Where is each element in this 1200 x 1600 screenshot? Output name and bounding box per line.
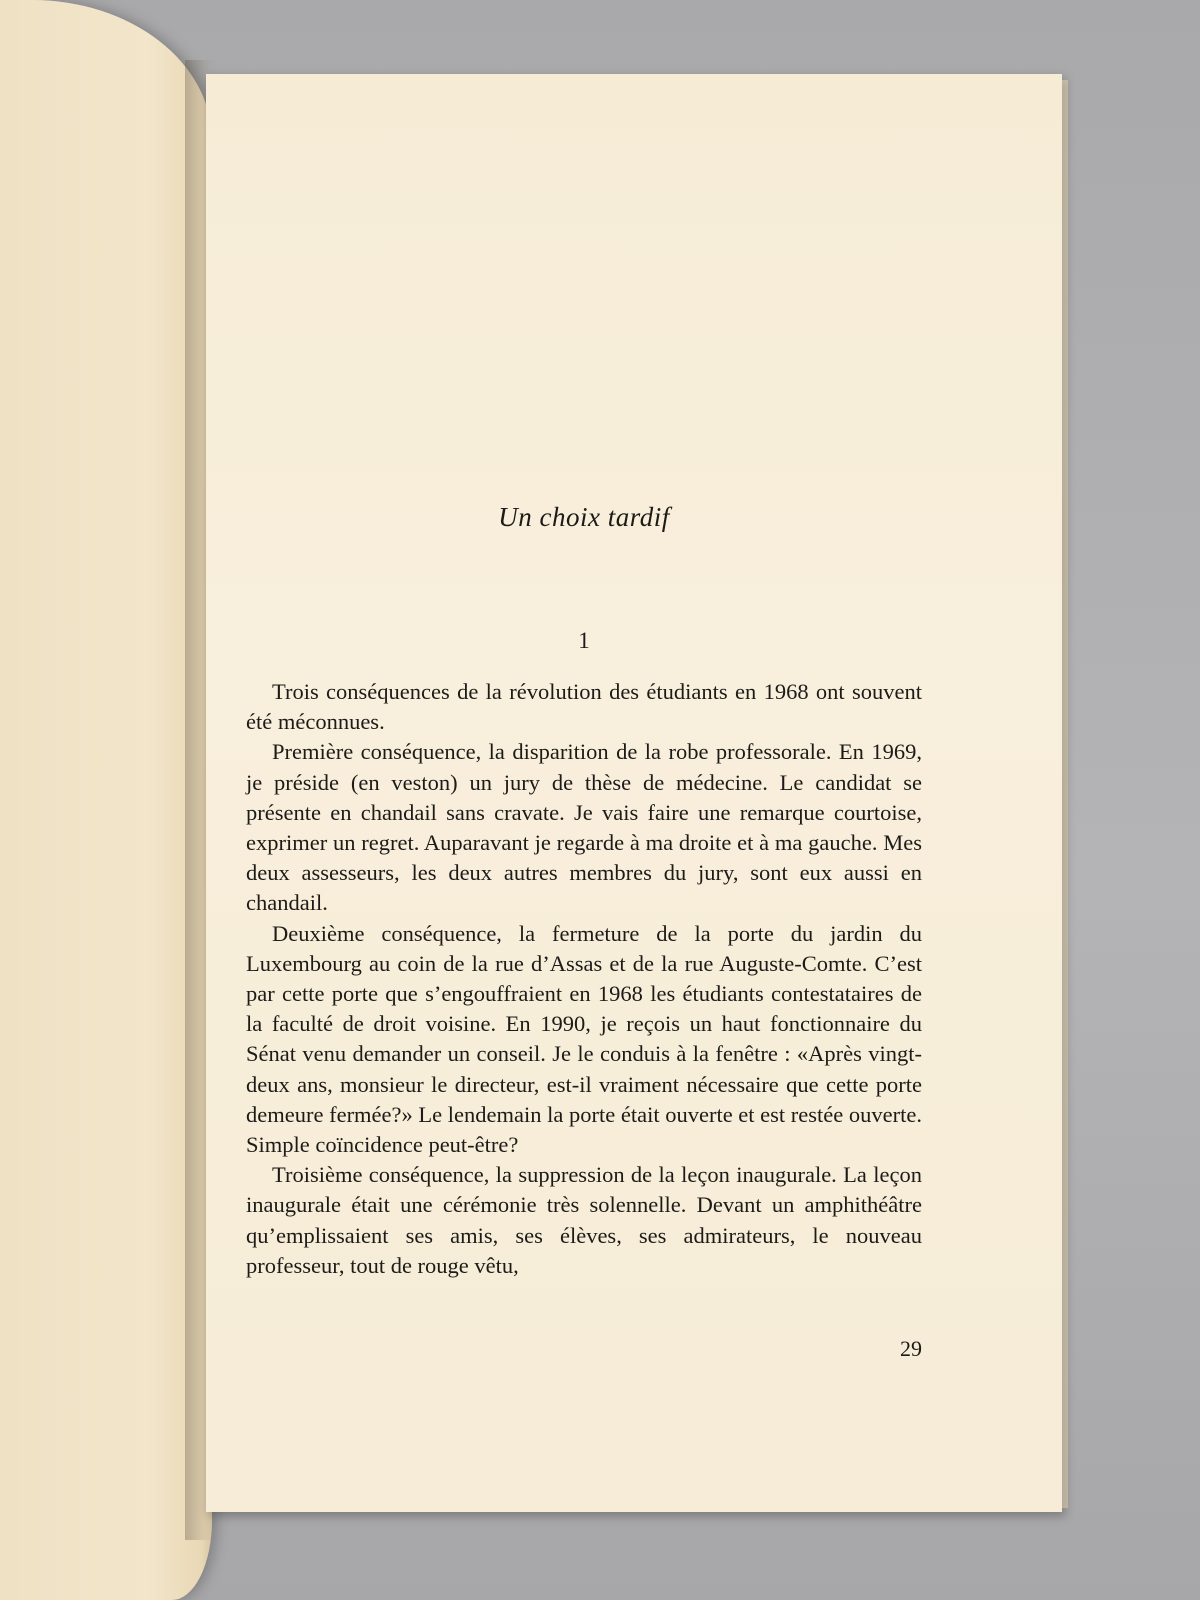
- right-page: [206, 74, 1062, 1512]
- chapter-title: Un choix tardif: [498, 502, 670, 532]
- paragraph: Deuxième conséquence, la fermeture de la porte du jardin du Luxembourg au coin de la rue d’Assas et de la rue Auguste-Comte. C’est par cette porte que s’engouffraient en 1968 les étudiants contestataires de la faculté de droit voisine. En 1990, je reçois un haut fonctionnaire du Sénat venu demander un conseil. Je le conduis à la fenêtre : «Après vingt-deux ans, monsieur le directeur, est-il vraiment nécessaire que cette porte demeure fermée?» Le lendemain la porte était ouverte et est restée ouverte. Simple coïncidence peut-être?: [246, 920, 922, 1158]
- left-facing-page: [0, 0, 212, 1600]
- section-number: 1: [578, 628, 590, 653]
- page-number: 29: [900, 1336, 922, 1361]
- paragraph: Première conséquence, la disparition de la robe professorale. En 1969, je préside (en veston) un jury de thèse de médecine. Le candidat se présente en chandail sans cravate. Je vais faire une remarque courtoise, exprimer un regret. Auparavant je regarde à ma droite et à ma gauche. Mes deux assesseurs, les deux autres membres du jury, sont eux aussi en chandail.: [246, 739, 922, 916]
- left-page-faded-text: [0, 110, 212, 234]
- paragraph: Trois conséquences de la révolution des étudiants en 1968 ont souvent été méconnues.: [246, 679, 922, 735]
- body-text: [246, 677, 922, 1281]
- paragraph: Troisième conséquence, la suppression de la leçon inaugurale. La leçon inaugurale était une cérémonie très solennelle. Devant un amphithéâtre qu’emplissaient ses amis, ses élèves, ses admirateurs, le nouveau professeur, tout de rouge vêtu,: [246, 1162, 922, 1278]
